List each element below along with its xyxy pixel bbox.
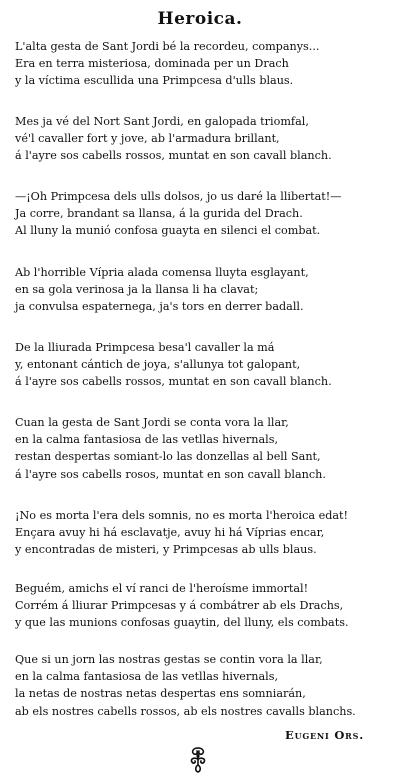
verse-line: en la calma fantasiosa de las vetllas hivernals,: [15, 670, 279, 684]
verse-line: Que si un jorn las nostras gestas se contin vora la llar,: [15, 653, 323, 666]
verse-line: á l'ayre sos cabells rosos, muntat en son cavall blanch.: [15, 467, 326, 481]
verse-line: Ab l'horrible Vípria alada comensa lluyta esglayant,: [15, 266, 309, 279]
verse-line: en la calma fantasiosa de las vetllas hivernals,: [15, 433, 279, 447]
stanza-3: [15, 188, 395, 240]
verse-line: la netas de nostras netas despertas ens somniarán,: [15, 687, 306, 701]
floral-ornament-icon: [182, 745, 214, 775]
verse-line: y la víctima escullida una Primpcesa d'ulls blaus.: [15, 74, 294, 88]
verse-line: L'alta gesta de Sant Jordi bé la recordeu, companys...: [15, 40, 320, 53]
verse-line: vé'l cavaller fort y jove, ab l'armadura brillant,: [15, 132, 280, 146]
verse-line: á l'ayre sos cabells rossos, muntat en son cavall blanch.: [15, 149, 332, 163]
stanza-2: [15, 113, 395, 165]
verse-line: —¡Oh Primpcesa dels ulls dolsos, jo us daré la llibertat!—: [15, 190, 342, 203]
verse-line: Al lluny la munió confosa guayta en silenci el combat.: [15, 224, 321, 238]
stanza-4: [15, 264, 395, 316]
verse-line: ab els nostres cabells rossos, ab els nostres cavalls blanchs.: [15, 704, 356, 718]
verse-line: Beguém, amichs el ví ranci de l'heroísme immortal!: [15, 582, 309, 595]
verse-line: y encontradas de misteri, y Primpcesas ab ulls blaus.: [15, 543, 317, 557]
stanza-8: [15, 580, 395, 632]
verse-line: y, entonant cántich de joya, s'allunya tot galopant,: [15, 358, 301, 372]
verse-line: ja convulsa espaternega, ja's tors en derrer badall.: [15, 300, 304, 314]
stanza-7: [15, 507, 395, 559]
verse-line: De la lliurada Primpcesa besa'l cavaller la má: [15, 341, 275, 354]
stanza-1: [15, 38, 395, 90]
stanza-9: [15, 651, 395, 720]
verse-line: Corrém á lliurar Primpcesas y á combátrer ab els Drachs,: [15, 599, 344, 613]
verse-line: en sa gola verinosa ja la llansa li ha clavat;: [15, 283, 259, 297]
verse-line: ¡No es morta l'era dels somnis, no es morta l'heroica edat!: [15, 509, 349, 522]
stanza-6: [15, 414, 395, 483]
stanza-5: [15, 339, 395, 391]
verse-line: restan despertas somiant-lo las donzellas al bell Sant,: [15, 450, 321, 464]
verse-line: Ençara avuy hi há esclavatje, avuy hi há Víprias encar,: [15, 526, 325, 540]
verse-line: á l'ayre sos cabells rossos, muntat en son cavall blanch.: [15, 375, 332, 389]
verse-line: y que las munions confosas guaytin, del lluny, els combats.: [15, 616, 349, 630]
poem-title: Heroica.: [157, 9, 243, 29]
verse-line: Mes ja vé del Nort Sant Jordi, en galopada triomfal,: [15, 115, 309, 128]
author-signature: Eugeni Ors.: [285, 728, 364, 742]
verse-line: Cuan la gesta de Sant Jordi se conta vora la llar,: [15, 416, 289, 429]
verse-line: Ja corre, brandant sa llansa, á la gurida del Drach.: [15, 207, 303, 221]
verse-line: Era en terra misteriosa, dominada per un Drach: [15, 57, 289, 71]
